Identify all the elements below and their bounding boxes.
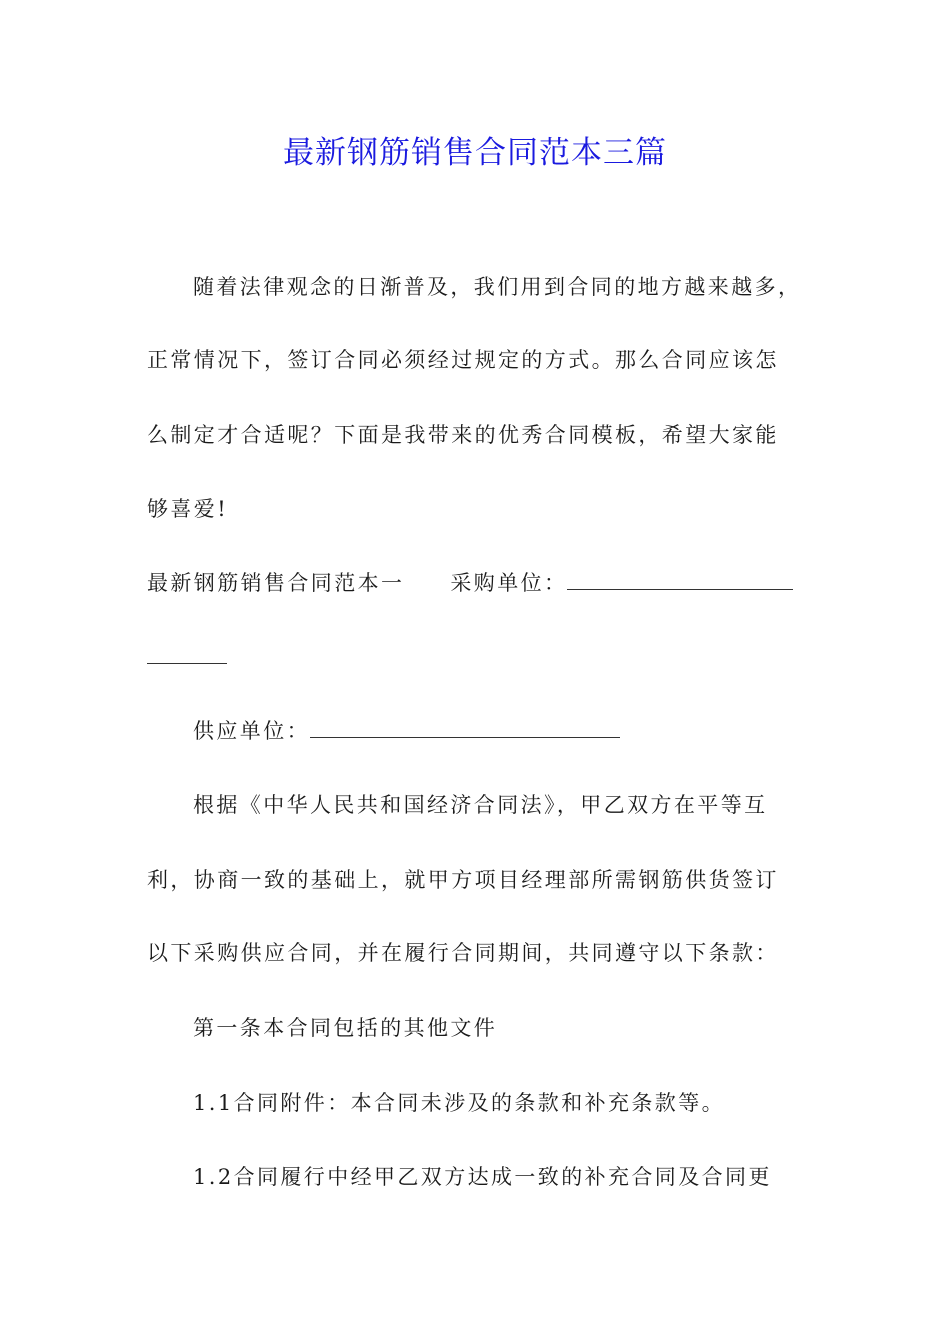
intro-line-1: 随着法律观念的日渐普及，我们用到合同的地方越来越多，	[193, 275, 802, 299]
buyer-line	[147, 568, 793, 598]
supplier-line	[193, 716, 620, 746]
intro-line-3: 么制定才合适呢？下面是我带来的优秀合同模板，希望大家能	[147, 423, 779, 447]
supplier-label: 供应单位：	[193, 719, 310, 743]
document-title: 最新钢筋销售合同范本三篇	[283, 135, 667, 171]
article-1-title: 第一条本合同包括的其他文件	[193, 1016, 498, 1040]
buyer-label: 采购单位：	[450, 571, 568, 595]
buyer-blank-continuation	[147, 642, 227, 672]
section-heading: 最新钢筋销售合同范本一	[147, 571, 405, 595]
basis-line-1: 根据《中华人民共和国经济合同法》，甲乙双方在平等互	[193, 793, 768, 817]
buyer-blank-field[interactable]	[567, 571, 793, 590]
supplier-blank-field[interactable]	[310, 719, 620, 738]
clause-1-2: 1.2合同履行中经甲乙双方达成一致的补充合同及合同更	[193, 1165, 772, 1189]
buyer-blank-field-continued[interactable]	[147, 645, 227, 664]
intro-line-2: 正常情况下，签订合同必须经过规定的方式。那么合同应该怎	[147, 348, 779, 372]
clause-1-1: 1.1合同附件：本合同未涉及的条款和补充条款等。	[193, 1091, 725, 1115]
basis-line-2: 利，协商一致的基础上，就甲方项目经理部所需钢筋供货签订	[147, 868, 779, 892]
intro-line-4: 够喜爱!	[147, 497, 229, 521]
basis-line-3: 以下采购供应合同，并在履行合同期间，共同遵守以下条款：	[147, 941, 779, 965]
